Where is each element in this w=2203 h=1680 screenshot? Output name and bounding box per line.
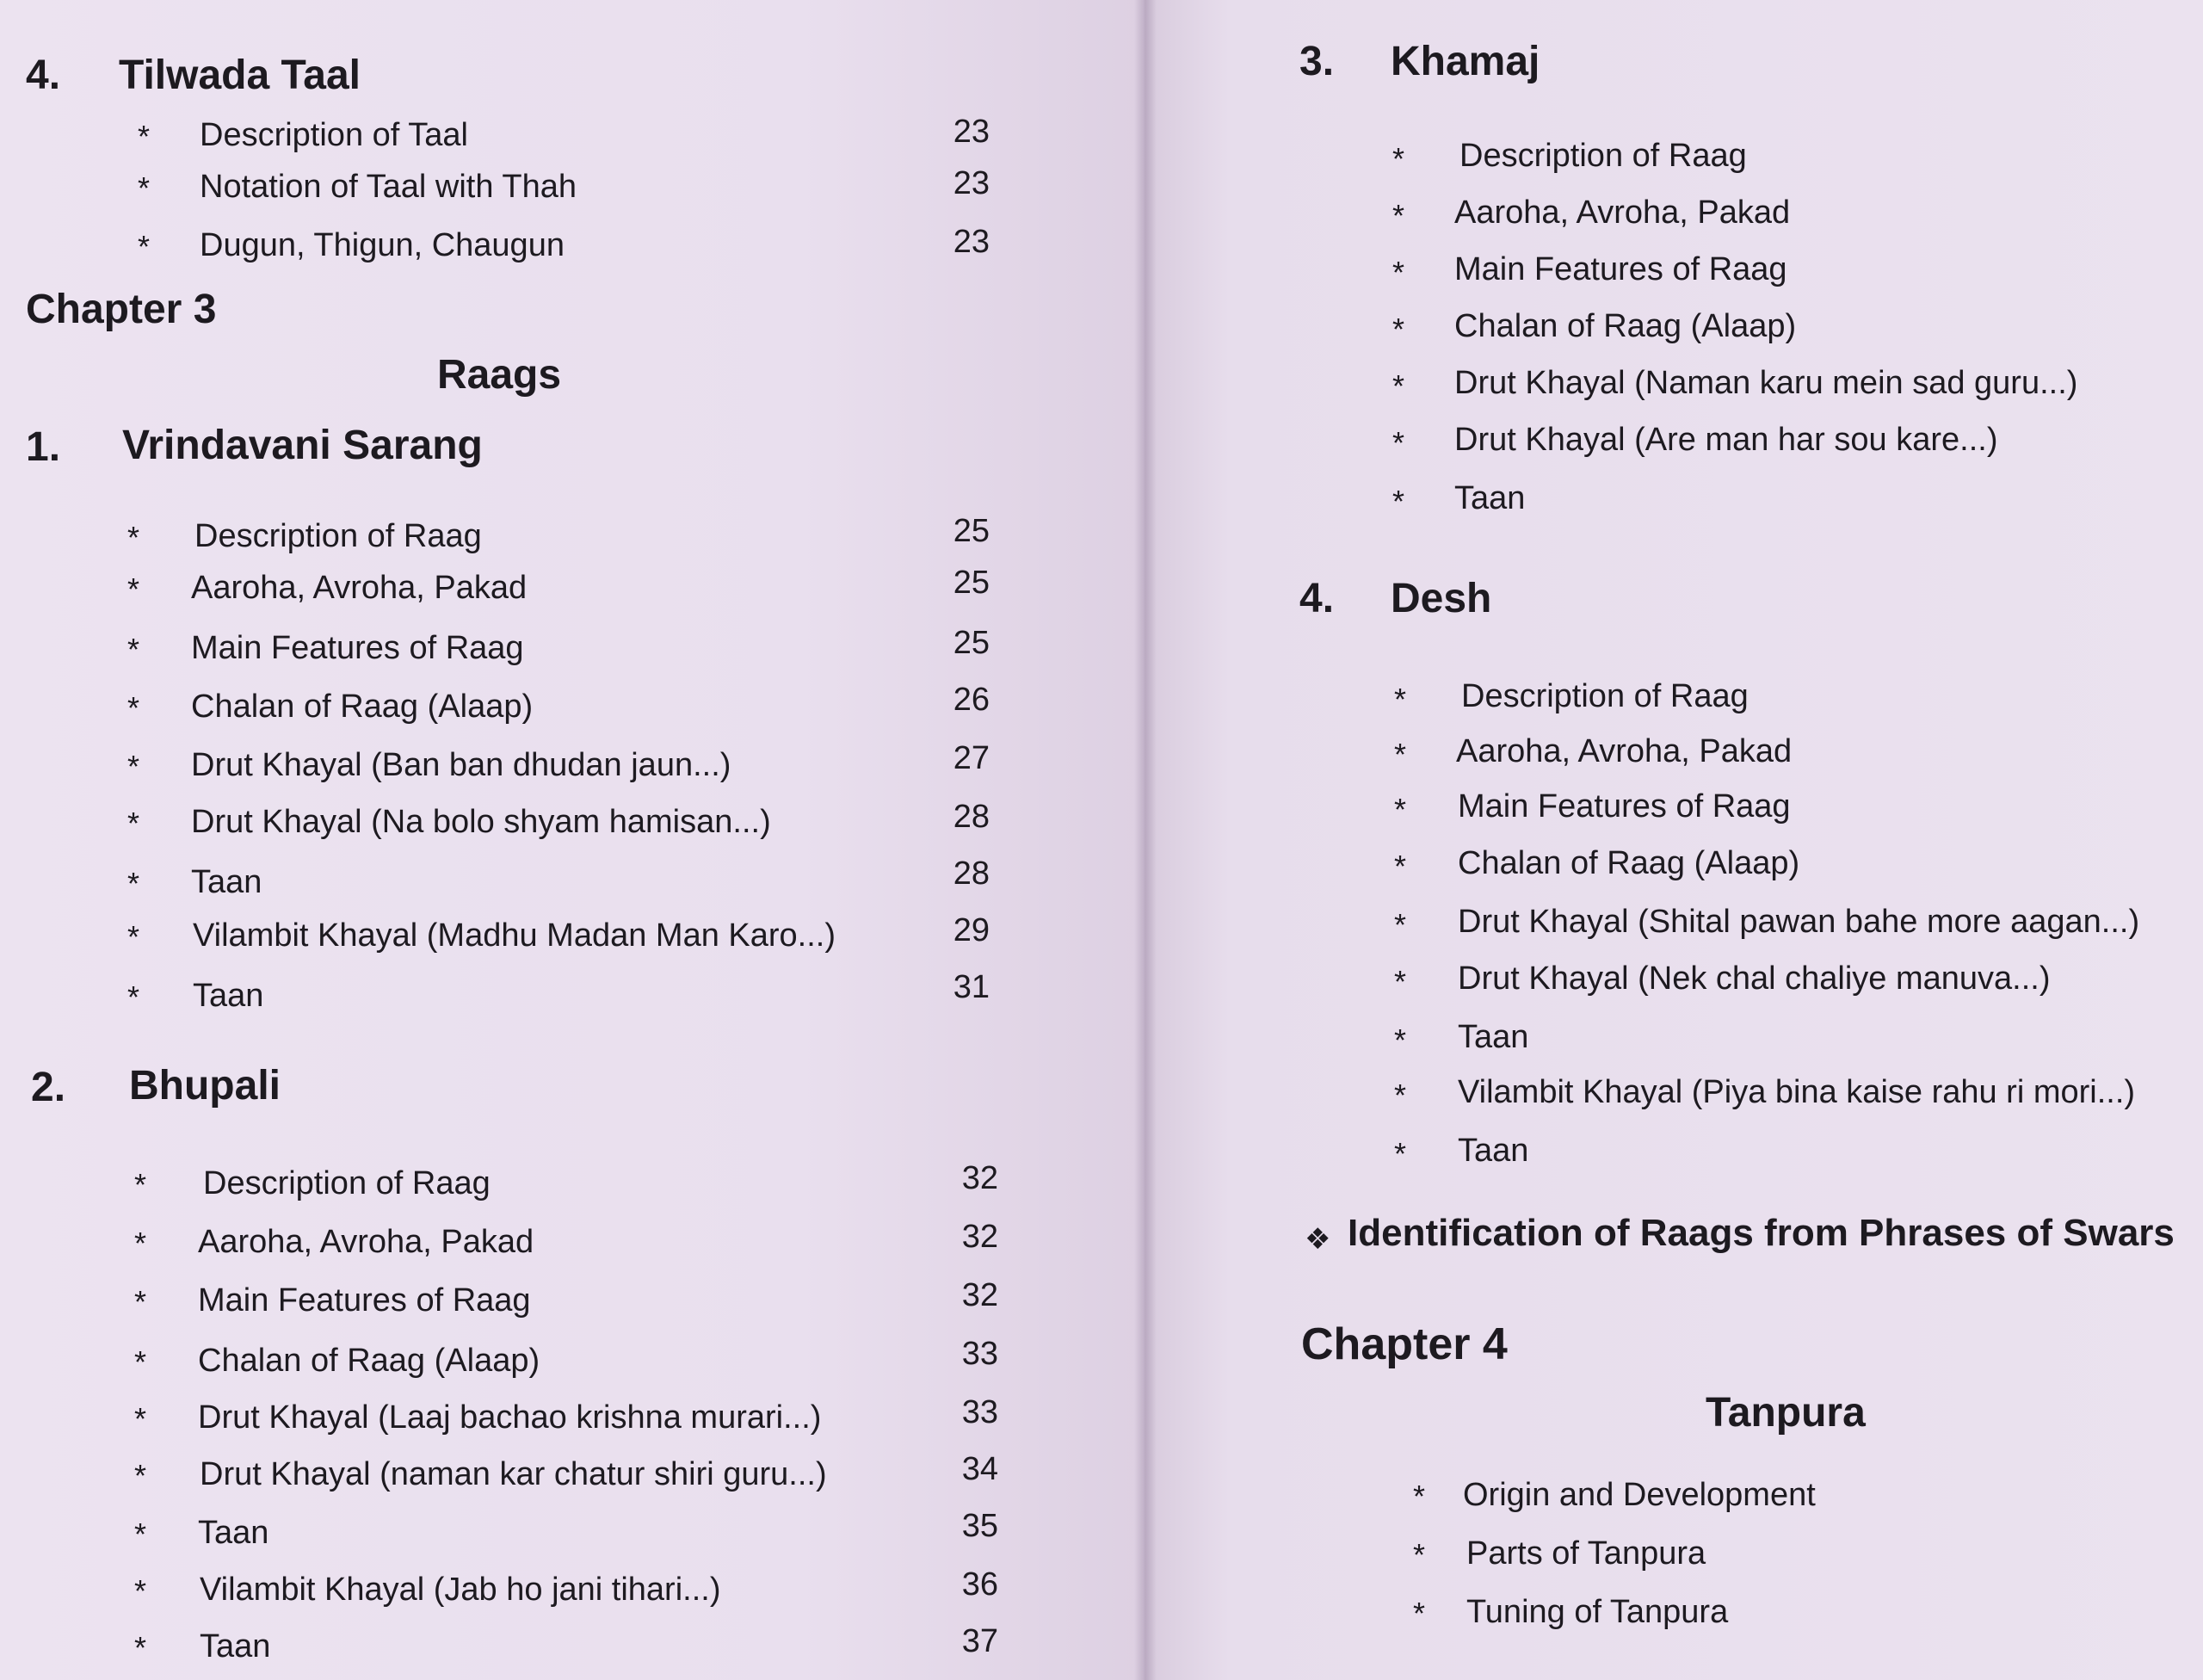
page-number: 23 bbox=[953, 165, 990, 201]
page-number: 26 bbox=[953, 682, 990, 718]
entry-text: Drut Khayal (Naman karu mein sad guru...) bbox=[1454, 365, 2078, 401]
bullet-icon: * bbox=[134, 1573, 147, 1609]
bullet-icon: * bbox=[1394, 1078, 1407, 1113]
entry-text: Taan bbox=[193, 978, 264, 1014]
entry-text: Chalan of Raag (Alaap) bbox=[1454, 308, 1797, 344]
bullet-icon: * bbox=[127, 632, 140, 667]
bullet-icon: * bbox=[138, 229, 151, 264]
page-number: 36 bbox=[961, 1566, 998, 1603]
entry-text: Aaroha, Avroha, Pakad bbox=[1454, 195, 1791, 231]
bullet-icon: * bbox=[1394, 792, 1407, 827]
bullet-icon: * bbox=[127, 690, 140, 726]
entry-text: Vilambit Khayal (Jab ho jani tihari...) bbox=[200, 1572, 721, 1608]
bullet-icon: * bbox=[1394, 682, 1407, 717]
bullet-icon: * bbox=[134, 1226, 147, 1261]
bullet-icon: * bbox=[134, 1458, 147, 1493]
page-number: 35 bbox=[961, 1508, 998, 1544]
page-number: 28 bbox=[953, 855, 990, 892]
section-title: Vrindavani Sarang bbox=[122, 423, 483, 468]
bullet-icon: * bbox=[138, 119, 151, 154]
chapter-title: Tanpura bbox=[1706, 1390, 1866, 1436]
entry-text: Taan bbox=[198, 1515, 269, 1551]
entry-text: Parts of Tanpura bbox=[1466, 1535, 1706, 1572]
section-title: Desh bbox=[1391, 576, 1492, 621]
entry-text: Chalan of Raag (Alaap) bbox=[198, 1343, 540, 1379]
entry-text: Main Features of Raag bbox=[198, 1282, 531, 1319]
entry-text: Drut Khayal (Ban ban dhudan jaun...) bbox=[191, 747, 731, 783]
entry-text: Main Features of Raag bbox=[1458, 788, 1791, 825]
section-title: Bhupali bbox=[129, 1063, 281, 1109]
entry-text: Taan bbox=[1458, 1133, 1529, 1169]
entry-text: Aaroha, Avroha, Pakad bbox=[191, 570, 528, 606]
bullet-icon: * bbox=[1413, 1537, 1426, 1572]
entry-text: Drut Khayal (Nek chal chaliye manuva...) bbox=[1458, 960, 2051, 997]
bullet-icon: * bbox=[1394, 1022, 1407, 1058]
entry-text: Origin and Development bbox=[1463, 1477, 1816, 1513]
bullet-icon: * bbox=[134, 1344, 147, 1380]
entry-text: Aaroha, Avroha, Pakad bbox=[1456, 733, 1793, 769]
bullet-icon: * bbox=[1392, 484, 1405, 519]
page-number: 23 bbox=[953, 114, 990, 150]
entry-text: Chalan of Raag (Alaap) bbox=[191, 689, 534, 725]
bullet-icon: * bbox=[134, 1167, 147, 1202]
bullet-icon: * bbox=[134, 1284, 147, 1319]
entry-text: Vilambit Khayal (Piya bina kaise rahu ri mori...) bbox=[1458, 1074, 2136, 1110]
entry-text: Taan bbox=[1454, 480, 1526, 516]
page-number: 23 bbox=[953, 224, 990, 260]
bullet-icon: * bbox=[1392, 368, 1405, 404]
entry-text: Vilambit Khayal (Madhu Madan Man Karo...) bbox=[193, 917, 836, 954]
bullet-icon: * bbox=[1392, 312, 1405, 347]
bullet-icon: * bbox=[134, 1630, 147, 1665]
entry-text: Drut Khayal (Na bolo shyam hamisan...) bbox=[191, 804, 771, 840]
entry-text: Description of Raag bbox=[194, 518, 482, 554]
page-number: 28 bbox=[953, 799, 990, 835]
identification-heading: Identification of Raags from Phrases of Swars bbox=[1348, 1212, 2175, 1254]
entry-text: Main Features of Raag bbox=[191, 630, 524, 666]
bullet-icon: * bbox=[1392, 255, 1405, 290]
page-number: 29 bbox=[953, 912, 990, 948]
section-number: 1. bbox=[26, 424, 61, 470]
entry-text: Drut Khayal (naman kar chatur shiri guru...) bbox=[200, 1456, 827, 1492]
entry-text: Dugun, Thigun, Chaugun bbox=[200, 227, 565, 263]
entry-text: Main Features of Raag bbox=[1454, 251, 1787, 287]
page-number: 25 bbox=[953, 625, 990, 661]
entry-text: Description of Raag bbox=[203, 1165, 491, 1201]
bullet-icon: * bbox=[138, 170, 151, 206]
section-title: Tilwada Taal bbox=[119, 52, 361, 98]
chapter-title: Raags bbox=[437, 352, 562, 398]
book-gutter bbox=[1134, 0, 1157, 1680]
bullet-icon: * bbox=[127, 866, 140, 901]
bullet-icon: * bbox=[134, 1401, 147, 1436]
bullet-icon: * bbox=[1394, 1136, 1407, 1171]
page-number: 33 bbox=[961, 1394, 998, 1430]
section-number: 2. bbox=[31, 1065, 66, 1110]
bullet-icon: * bbox=[127, 979, 140, 1015]
page-number: 33 bbox=[961, 1336, 998, 1372]
entry-text: Description of Taal bbox=[200, 117, 468, 153]
bullet-icon: * bbox=[1394, 849, 1407, 884]
chapter-label: Chapter 3 bbox=[26, 287, 217, 332]
entry-text: Chalan of Raag (Alaap) bbox=[1458, 845, 1800, 881]
entry-text: Description of Raag bbox=[1459, 138, 1747, 174]
entry-text: Drut Khayal (Laaj bachao krishna murari...) bbox=[198, 1399, 822, 1436]
bullet-icon: * bbox=[1392, 141, 1405, 176]
entry-text: Drut Khayal (Are man har sou kare...) bbox=[1454, 422, 1998, 458]
section-number: 4. bbox=[26, 52, 61, 98]
right-page bbox=[1145, 0, 2203, 1680]
page-number: 31 bbox=[953, 969, 990, 1005]
bullet-icon: * bbox=[127, 520, 140, 555]
bullet-icon: * bbox=[127, 919, 140, 954]
bullet-icon: * bbox=[134, 1516, 147, 1552]
page-number: 32 bbox=[961, 1219, 998, 1255]
bullet-icon: * bbox=[1392, 198, 1405, 233]
bullet-icon: * bbox=[1413, 1596, 1426, 1631]
chapter-label: Chapter 4 bbox=[1301, 1319, 1508, 1369]
page-number: 32 bbox=[961, 1277, 998, 1313]
entry-text: Drut Khayal (Shital pawan bahe more aagan...) bbox=[1458, 904, 2140, 940]
bullet-icon: * bbox=[127, 749, 140, 784]
bullet-icon: * bbox=[1394, 737, 1407, 772]
section-number: 4. bbox=[1299, 576, 1335, 621]
bullet-icon: * bbox=[1394, 907, 1407, 942]
page-number: 37 bbox=[961, 1623, 998, 1659]
diamond-bullet-icon: ❖ bbox=[1305, 1223, 1331, 1256]
entry-text: Taan bbox=[191, 864, 262, 900]
page-number: 27 bbox=[953, 740, 990, 776]
entry-text: Tuning of Tanpura bbox=[1466, 1594, 1729, 1630]
page-number: 32 bbox=[961, 1160, 998, 1196]
bullet-icon: * bbox=[1392, 425, 1405, 460]
page-number: 25 bbox=[953, 513, 990, 549]
entry-text: Aaroha, Avroha, Pakad bbox=[198, 1224, 534, 1260]
section-number: 3. bbox=[1299, 39, 1335, 84]
entry-text: Taan bbox=[200, 1628, 271, 1665]
entry-text: Taan bbox=[1458, 1019, 1529, 1055]
page-number: 25 bbox=[953, 565, 990, 601]
section-title: Khamaj bbox=[1391, 39, 1540, 84]
entry-text: Description of Raag bbox=[1461, 678, 1749, 714]
page-number: 34 bbox=[961, 1451, 998, 1487]
entry-text: Notation of Taal with Thah bbox=[200, 169, 577, 205]
bullet-icon: * bbox=[127, 571, 140, 607]
bullet-icon: * bbox=[1394, 964, 1407, 999]
bullet-icon: * bbox=[1413, 1479, 1426, 1514]
bullet-icon: * bbox=[127, 806, 140, 841]
